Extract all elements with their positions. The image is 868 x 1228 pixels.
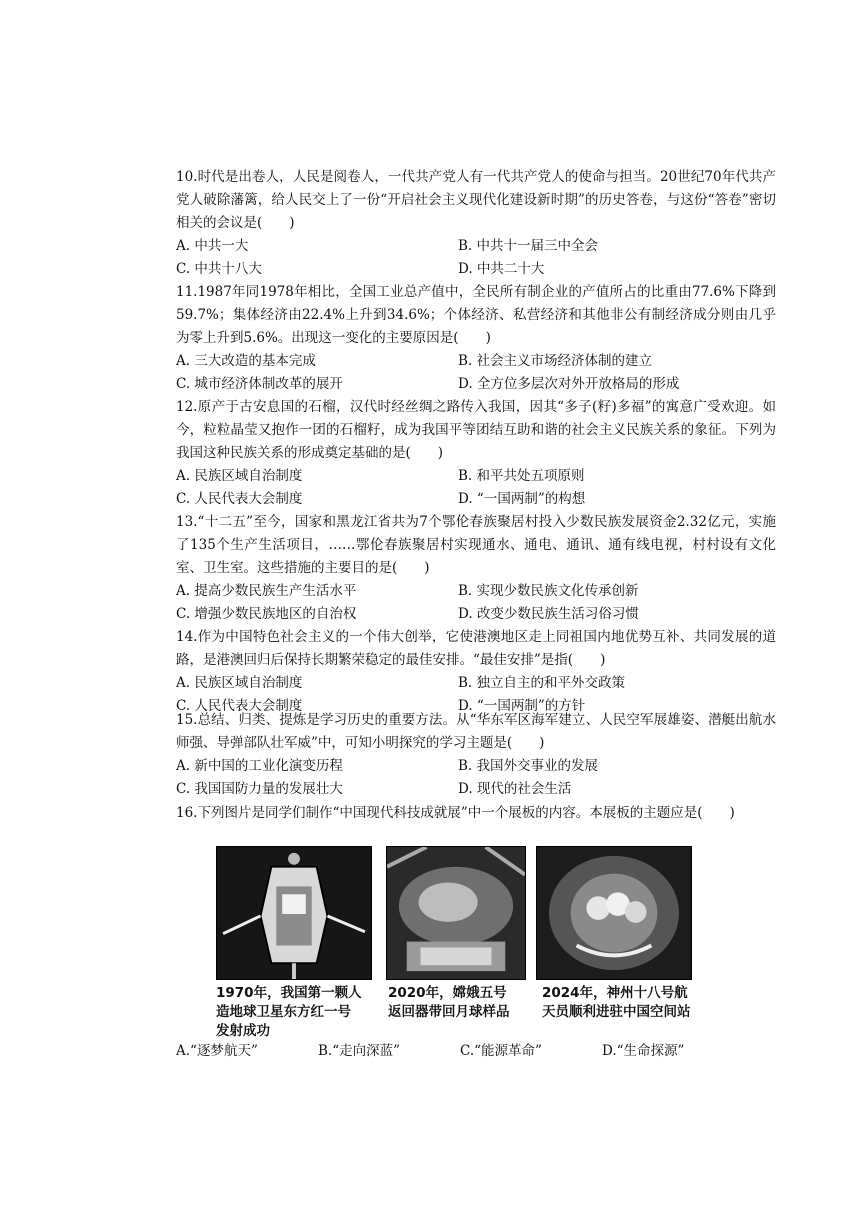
lunar-sample-photo-icon <box>386 846 526 980</box>
photo-strip <box>216 846 716 980</box>
option-a: A.“逐梦航天” <box>176 1043 258 1059</box>
question-stem: 10.时代是出卷人，人民是阅卷人，一代共产党人有一代共产党人的使命与担当。20世纪70年代共产党人破除藩篱，给人民交上了一份“开启社会主义现代化建设新时期”的历史答卷，与这份“答卷”密切相关的会议是( ) <box>176 169 776 231</box>
option-b: B. 实现少数民族文化传承创新 <box>458 583 639 599</box>
option-c: C. 中共十八大 <box>176 261 262 277</box>
question-10 <box>176 166 776 281</box>
question-stem: 16.下列图片是同学们制作“中国现代科技成就展”中一个展板的内容。本展板的主题应是( ) <box>176 805 735 821</box>
option-b: B. 中共十一届三中全会 <box>458 238 599 254</box>
option-c: C. 城市经济体制改革的展开 <box>176 376 343 392</box>
question-12 <box>176 396 776 511</box>
question-15 <box>176 709 776 801</box>
option-b: B. 和平共处五项原则 <box>458 468 585 484</box>
option-a: A. 提高少数民族生产生活水平 <box>176 583 357 599</box>
options <box>176 350 776 396</box>
question-13 <box>176 511 776 626</box>
caption-space-station <box>542 984 691 1022</box>
option-a: A. 新中国的工业化演变历程 <box>176 758 343 774</box>
caption-line: 2024年，神州十八号航 <box>542 985 688 1001</box>
question-14 <box>176 626 776 718</box>
option-c: C. 我国国防力量的发展壮大 <box>176 781 343 797</box>
option-d: D.“生命探源” <box>602 1043 685 1059</box>
option-b: B. 我国外交事业的发展 <box>458 758 599 774</box>
option-a: A. 三大改造的基本完成 <box>176 353 316 369</box>
caption-line: 造地球卫星东方红一号 <box>216 1004 351 1020</box>
caption-satellite <box>216 984 362 1041</box>
caption-line: 返回器带回月球样品 <box>388 1004 510 1020</box>
satellite-photo-icon <box>216 846 372 980</box>
question-stem: 13.“十二五”至今，国家和黑龙江省共为7个鄂伦春族聚居村投入少数民族发展资金2.32亿元，实施了135个生产生活项目，……鄂伦春族聚居村实现通水、通电、通讯、通有线电视，村村设有文化室、卫生室。这些措施的主要目的是( ) <box>176 514 776 576</box>
option-d: D. 中共二十大 <box>458 261 545 277</box>
option-a: A. 中共一大 <box>176 238 249 254</box>
option-b: B. 独立自主的和平外交政策 <box>458 675 626 691</box>
option-d: D. 全方位多层次对外开放格局的形成 <box>458 376 680 392</box>
option-a: A. 民族区域自治制度 <box>176 675 303 691</box>
caption-line: 2020年，嫦娥五号 <box>388 985 507 1001</box>
option-c: C.“能源革命” <box>460 1043 542 1059</box>
question-16 <box>176 802 776 825</box>
caption-line: 1970年，我国第一颗人 <box>216 985 362 1001</box>
option-c: C. 人民代表大会制度 <box>176 491 303 507</box>
option-b: B.“走向深蓝” <box>318 1043 401 1059</box>
question-stem: 12.原产于古安息国的石榴，汉代时经丝绸之路传入我国，因其“多子(籽)多福”的寓意广受欢迎。如今，粒粒晶莹又抱作一团的石榴籽，成为我国平等团结互助和谐的社会主义民族关系的象征。下列为我国这种民族关系的形成奠定基础的是( ) <box>176 399 776 461</box>
options <box>176 755 776 801</box>
option-c: C. 增强少数民族地区的自治权 <box>176 606 357 622</box>
caption-line: 天员顺利进驻中国空间站 <box>542 1004 691 1020</box>
option-a: A. 民族区域自治制度 <box>176 468 303 484</box>
option-d: D. 现代的社会生活 <box>458 781 572 797</box>
question-stem: 15.总结、归类、提炼是学习历史的重要方法。从“华东军区海军建立、人民空军展雄姿、潜艇出航水师强、导弹部队壮军威”中，可知小明探究的学习主题是( ) <box>176 712 776 751</box>
options <box>176 235 776 281</box>
options <box>176 465 776 511</box>
option-d: D. “一国两制”的构想 <box>458 491 586 507</box>
question-stem: 11.1987年同1978年相比，全国工业总产值中，全民所有制企业的产值所占的比重由77.6%下降到59.7%；集体经济由22.4%上升到34.6%；个体经济、私营经济和其他非公有制经济成分则由几乎为零上升到5.6%。出现这一变化的主要原因是( ) <box>176 284 776 346</box>
caption-lunar-sample <box>388 984 510 1022</box>
question-stem: 14.作为中国特色社会主义的一个伟大创举，它使港澳地区走上同祖国内地优势互补、共同发展的道路，是港澳回归后保持长期繁荣稳定的最佳安排。“最佳安排”是指( ) <box>176 629 776 668</box>
question-11 <box>176 281 776 396</box>
caption-line: 发射成功 <box>216 1023 270 1039</box>
option-b: B. 社会主义市场经济体制的建立 <box>458 353 653 369</box>
option-d: D. “一国两制”的方针 <box>458 698 586 714</box>
option-d: D. 改变少数民族生活习俗习惯 <box>458 606 639 622</box>
option-c: C. 人民代表大会制度 <box>176 698 303 714</box>
options <box>176 580 776 626</box>
question-16-options <box>176 1040 736 1062</box>
space-station-photo-icon <box>536 846 692 980</box>
